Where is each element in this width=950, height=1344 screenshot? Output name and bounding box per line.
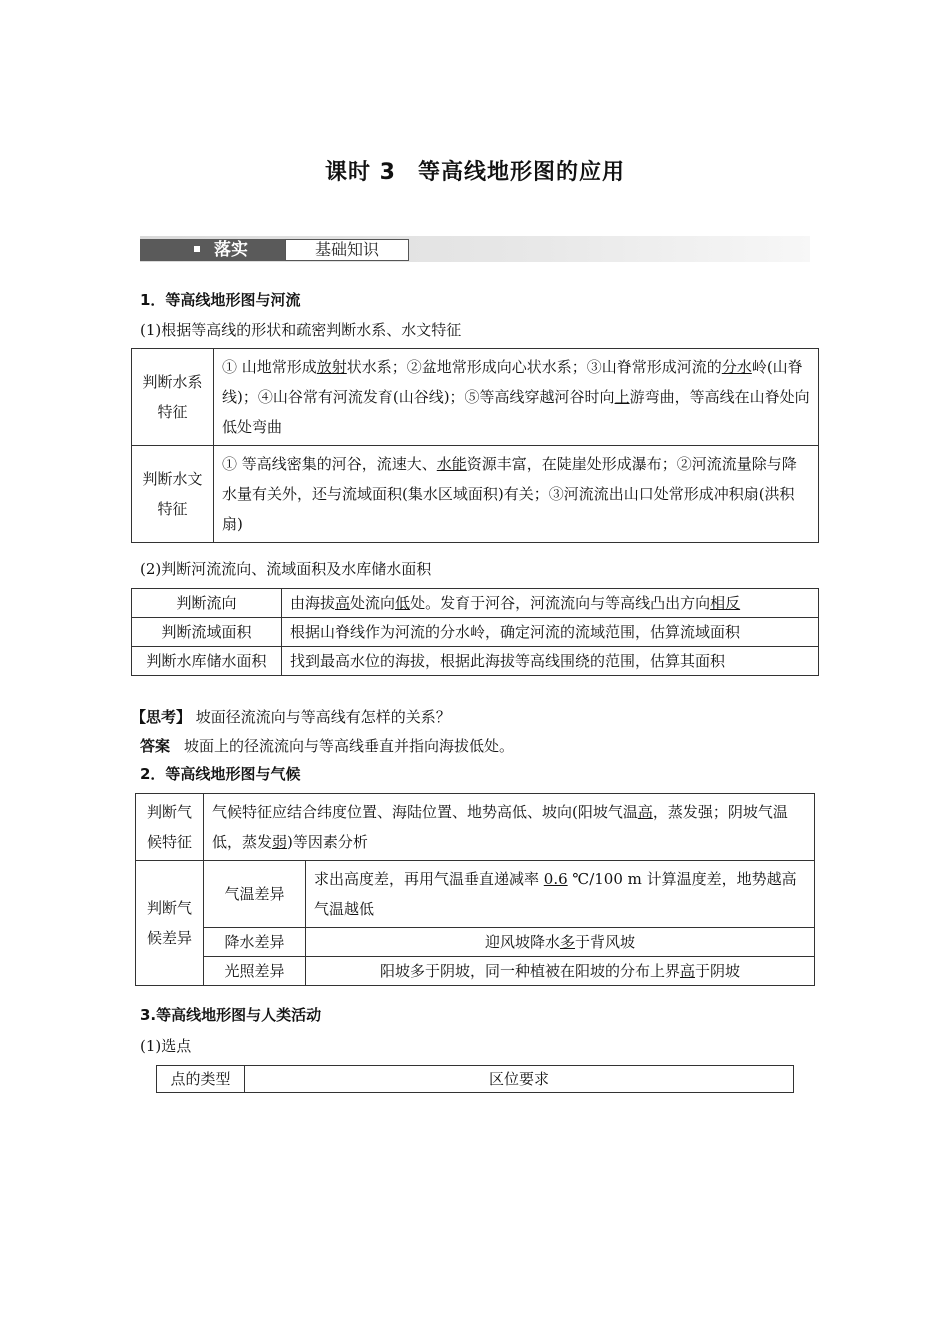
table-row [132,618,819,647]
banner-tag-implement: 落实 [140,239,285,261]
table-row [132,647,819,676]
section1-sub1: (1)根据等高线的形状和疏密判断水系、水文特征 [140,321,462,339]
header-cell: 区位要求 [245,1066,794,1093]
think-question: 【思考】 坡面径流流向与等高线有怎样的关系？ [131,708,451,726]
section2-heading: 2．等高线地形图与气候 [140,765,301,783]
row-label: 判断流域面积 [132,618,282,647]
sub-label: 气温差异 [204,861,306,928]
row-content: 由海拔高处流向低处。发育于河谷，河流流向与等高线凸出方向相反 [282,589,819,618]
climate-table [135,793,815,986]
table-row [136,928,815,957]
row-content: 气候特征应结合纬度位置、海陆位置、地势高低、坡向(阳坡气温高，蒸发强；阴坡气温低，蒸发弱)等因素分析 [204,794,815,861]
row-content: 找到最高水位的海拔，根据此海拔等高线围绕的范围，估算其面积 [282,647,819,676]
row-label: 判断水系特征 [132,349,214,446]
row-content: ① 等高线密集的河谷，流速大、水能资源丰富，在陡崖处形成瀑布；②河流流量除与降水量有关外，还与流域面积(集水区域面积)有关；③河流流出山口处常形成冲积扇(洪积扇) [214,446,819,543]
section1-sub2: (2)判断河流流向、流域面积及水库储水面积 [140,560,432,578]
table-header-row [157,1066,794,1093]
table-row [132,349,819,446]
section3-heading: 3.等高线地形图与人类活动 [140,1006,322,1024]
page-title: 课时 3 等高线地形图的应用 [325,160,625,185]
sub-label: 光照差异 [204,957,306,986]
row-content: 求出高度差，再用气温垂直递减率 0.6 ℃/100 m 计算温度差，地势越高气温越低 [306,861,815,928]
river-judgement-table [131,588,819,676]
row-content: ① 山地常形成放射状水系；②盆地常形成向心状水系；③山脊常形成河流的分水岭(山脊线)；④山谷常有河流发育(山谷线)；⑤等高线穿越河谷时向上游弯曲，等高线在山脊处向低处弯曲 [214,349,819,446]
table-row [132,589,819,618]
answer-line: 答案 坡面上的径流流向与等高线垂直并指向海拔低处。 [140,737,515,755]
table-row [136,794,815,861]
row-content: 迎风坡降水多于背风坡 [306,928,815,957]
row-label: 判断水库储水面积 [132,647,282,676]
row-content: 根据山脊线作为河流的分水岭，确定河流的流域范围，估算流域面积 [282,618,819,647]
banner-tag-basic-knowledge: 基础知识 [285,239,409,261]
row-label: 判断气候特征 [136,794,204,861]
group-label: 判断气候差异 [136,861,204,986]
row-content: 阳坡多于阴坡，同一种植被在阳坡的分布上界高于阴坡 [306,957,815,986]
table-row [136,861,815,928]
square-bullet-icon [194,246,200,252]
row-label: 判断流向 [132,589,282,618]
site-selection-table [156,1065,794,1093]
table-row [136,957,815,986]
header-cell: 点的类型 [157,1066,245,1093]
water-system-table [131,348,819,543]
row-label: 判断水文特征 [132,446,214,543]
section1-heading: 1．等高线地形图与河流 [140,291,301,309]
sub-label: 降水差异 [204,928,306,957]
table-row [132,446,819,543]
section3-sub1: (1)选点 [140,1037,192,1055]
